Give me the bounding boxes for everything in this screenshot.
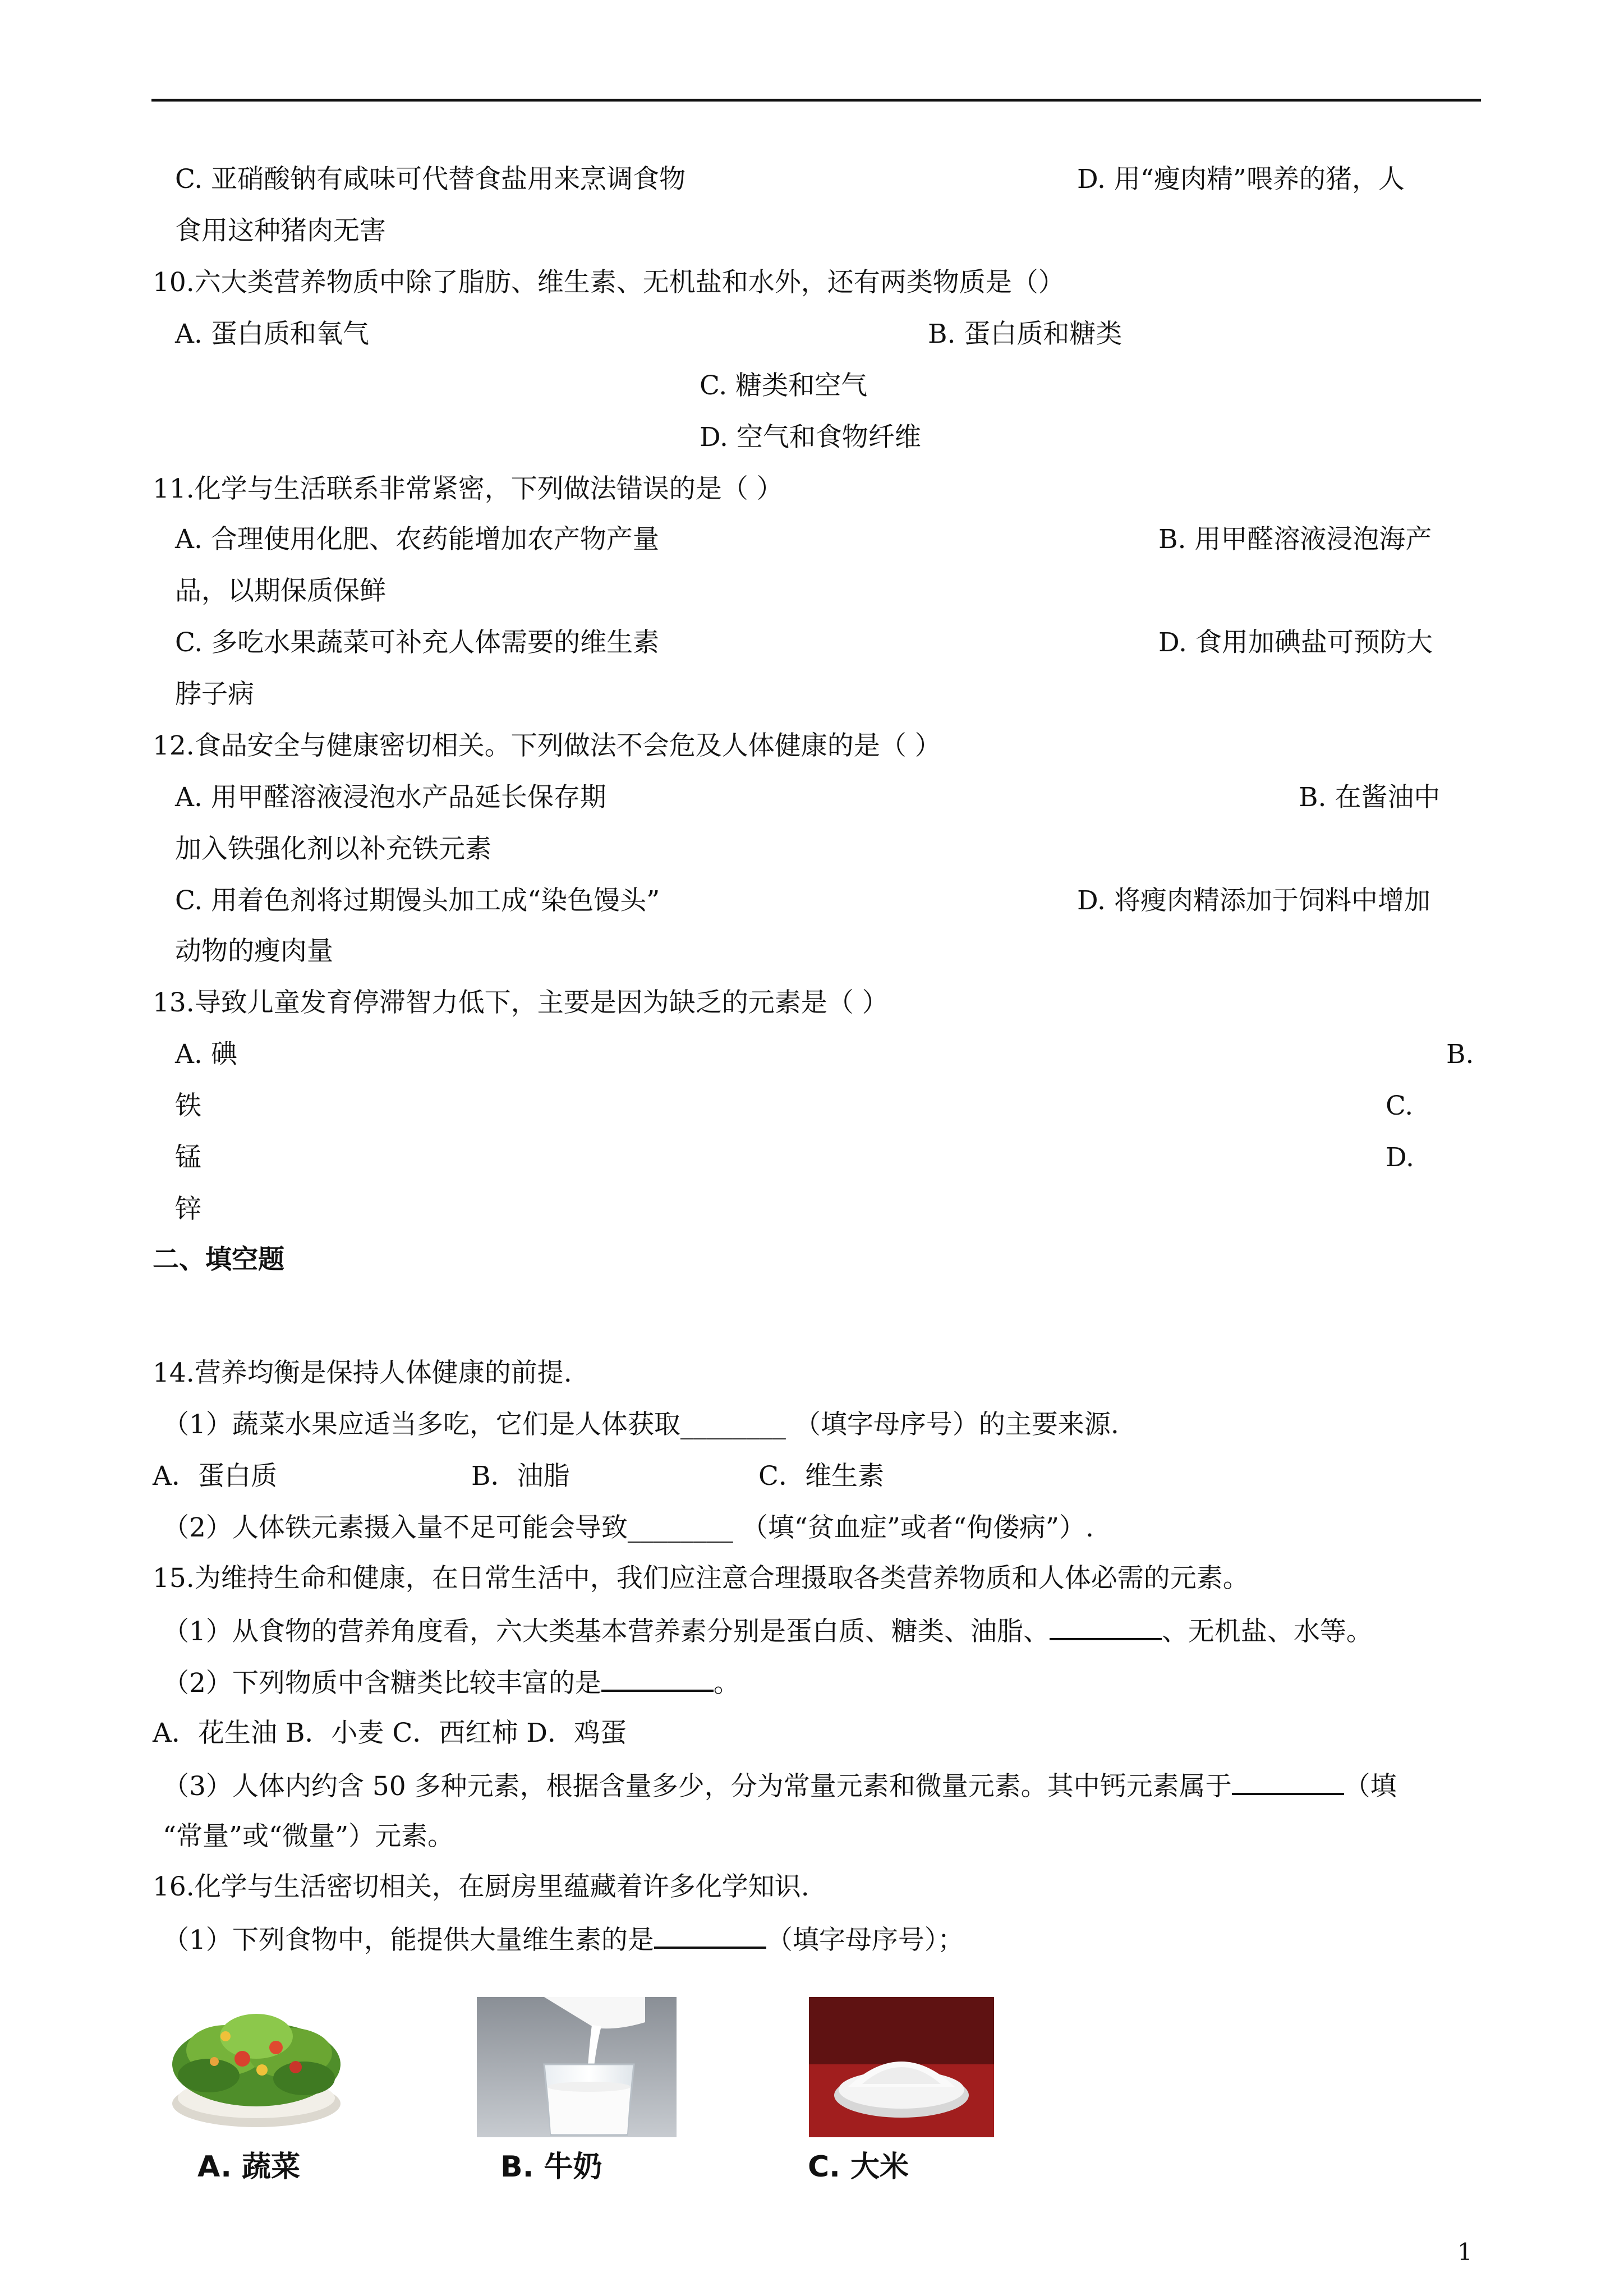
q14-stem: 14.营养均衡是保持人体健康的前提. bbox=[153, 1358, 572, 1388]
q10-option-c: C. 糖类和空气 bbox=[700, 370, 868, 401]
q9-option-c: C. 亚硝酸钠有咸味可代替食盐用来烹调食物 bbox=[175, 164, 686, 195]
q15-part1-blank[interactable] bbox=[1050, 1613, 1162, 1640]
q14-option-b: B．油脂 bbox=[471, 1461, 570, 1492]
q15-part3-cont: “常量”或“微量”）元素。 bbox=[163, 1821, 454, 1852]
q11-option-b-cont: 品，以期保质保鲜 bbox=[175, 576, 386, 606]
q14-option-a: A．蛋白质 bbox=[153, 1461, 277, 1492]
q14-part2: （2）人体铁元素摄入量不足可能会导致________ （填“贫血症”或者“佝偻病”）. bbox=[163, 1512, 1094, 1543]
milk-caption: B. 牛奶 bbox=[500, 2150, 602, 2184]
q15-part2-text-end: 。 bbox=[713, 1668, 740, 1699]
q11-option-a: A. 合理使用化肥、农药能增加农产物产量 bbox=[175, 524, 659, 555]
q12-stem: 12.食品安全与健康密切相关。下列做法不会危及人体健康的是（ ） bbox=[153, 730, 941, 761]
q13-stem: 13.导致儿童发育停滞智力低下，主要是因为缺乏的元素是（ ） bbox=[153, 987, 889, 1018]
q15-part2 bbox=[163, 1665, 740, 1700]
q12-option-a: A. 用甲醛溶液浸泡水产品延长保存期 bbox=[175, 782, 606, 813]
q15-stem: 15.为维持生命和健康，在日常生活中，我们应注意合理摄取各类营养物质和人体必需的元素。 bbox=[153, 1563, 1249, 1594]
q16-part1 bbox=[163, 1922, 964, 1957]
q10-option-b: B. 蛋白质和糖类 bbox=[928, 319, 1122, 349]
header-rule bbox=[151, 99, 1481, 102]
q16-part1-blank[interactable] bbox=[654, 1922, 766, 1949]
rice-image bbox=[809, 1997, 994, 2137]
milk-image bbox=[477, 1997, 677, 2137]
q15-part2-blank[interactable] bbox=[601, 1665, 714, 1692]
q13-option-c: 锰 bbox=[175, 1142, 201, 1173]
q13-option-c-letter: C. bbox=[1386, 1091, 1414, 1121]
q11-option-c: C. 多吃水果蔬菜可补充人体需要的维生素 bbox=[175, 627, 660, 658]
q10-option-d: D. 空气和食物纤维 bbox=[700, 422, 921, 453]
q11-option-b: B. 用甲醛溶液浸泡海产 bbox=[1158, 524, 1432, 555]
q16-stem: 16.化学与生活密切相关，在厨房里蕴藏着许多化学知识. bbox=[153, 1871, 809, 1902]
q15-part3-text-end: （填 bbox=[1344, 1771, 1397, 1802]
salad-image bbox=[158, 1997, 355, 2137]
q14-option-c: C．维生素 bbox=[758, 1461, 884, 1492]
q12-option-c: C. 用着色剂将过期馒头加工成“染色馒头” bbox=[175, 885, 660, 916]
q11-stem: 11.化学与生活联系非常紧密，下列做法错误的是（ ） bbox=[153, 473, 783, 504]
q15-part1-text-end: 、无机盐、水等。 bbox=[1161, 1616, 1373, 1647]
q14-part1: （1）蔬菜水果应适当多吃，它们是人体获取________ （填字母序号）的主要来源. bbox=[163, 1409, 1119, 1440]
q10-option-a: A. 蛋白质和氧气 bbox=[175, 319, 369, 349]
page-number: 1 bbox=[1457, 2238, 1473, 2266]
q15-part2-text: （2）下列物质中含糖类比较丰富的是 bbox=[163, 1668, 601, 1699]
q15-part3-blank[interactable] bbox=[1232, 1768, 1344, 1795]
q15-part3 bbox=[163, 1768, 1397, 1803]
q13-option-d-letter: D. bbox=[1386, 1142, 1414, 1173]
section-heading-fill-blank: 二、填空题 bbox=[153, 1244, 284, 1275]
q15-part3-text: （3）人体内约含 50 多种元素，根据含量多少，分为常量元素和微量元素。其中钙元素属于 bbox=[163, 1771, 1232, 1802]
q11-option-d-cont: 脖子病 bbox=[175, 679, 254, 710]
q16-part1-text-end: （填字母序号）； bbox=[766, 1925, 964, 1955]
q9-option-d: D. 用“瘦肉精”喂养的猪，人 bbox=[1077, 164, 1405, 195]
q13-option-a: A. 碘 bbox=[175, 1039, 237, 1070]
q9-option-d-cont: 食用这种猪肉无害 bbox=[175, 215, 386, 246]
q13-option-d: 锌 bbox=[175, 1194, 201, 1225]
q10-stem: 10.六大类营养物质中除了脂肪、维生素、无机盐和水外，还有两类物质是（） bbox=[153, 267, 1065, 298]
q12-option-d: D. 将瘦肉精添加于饲料中增加 bbox=[1077, 885, 1430, 916]
rice-caption: C. 大米 bbox=[808, 2150, 909, 2184]
q15-options: A．花生油 B．小麦 C．西红柿 D．鸡蛋 bbox=[153, 1718, 627, 1749]
q12-option-b-cont: 加入铁强化剂以补充铁元素 bbox=[175, 834, 491, 864]
q13-option-b: 铁 bbox=[175, 1091, 201, 1121]
q12-option-d-cont: 动物的瘦肉量 bbox=[175, 936, 333, 967]
q16-part1-text: （1）下列食物中，能提供大量维生素的是 bbox=[163, 1925, 654, 1955]
q12-option-b: B. 在酱油中 bbox=[1299, 782, 1441, 813]
q15-part1-text: （1）从食物的营养角度看，六大类基本营养素分别是蛋白质、糖类、油脂、 bbox=[163, 1616, 1050, 1647]
q15-part1 bbox=[163, 1613, 1373, 1649]
salad-caption: A. 蔬菜 bbox=[197, 2150, 301, 2184]
q11-option-d: D. 食用加碘盐可预防大 bbox=[1158, 627, 1433, 658]
q13-option-b-letter: B. bbox=[1446, 1039, 1474, 1070]
